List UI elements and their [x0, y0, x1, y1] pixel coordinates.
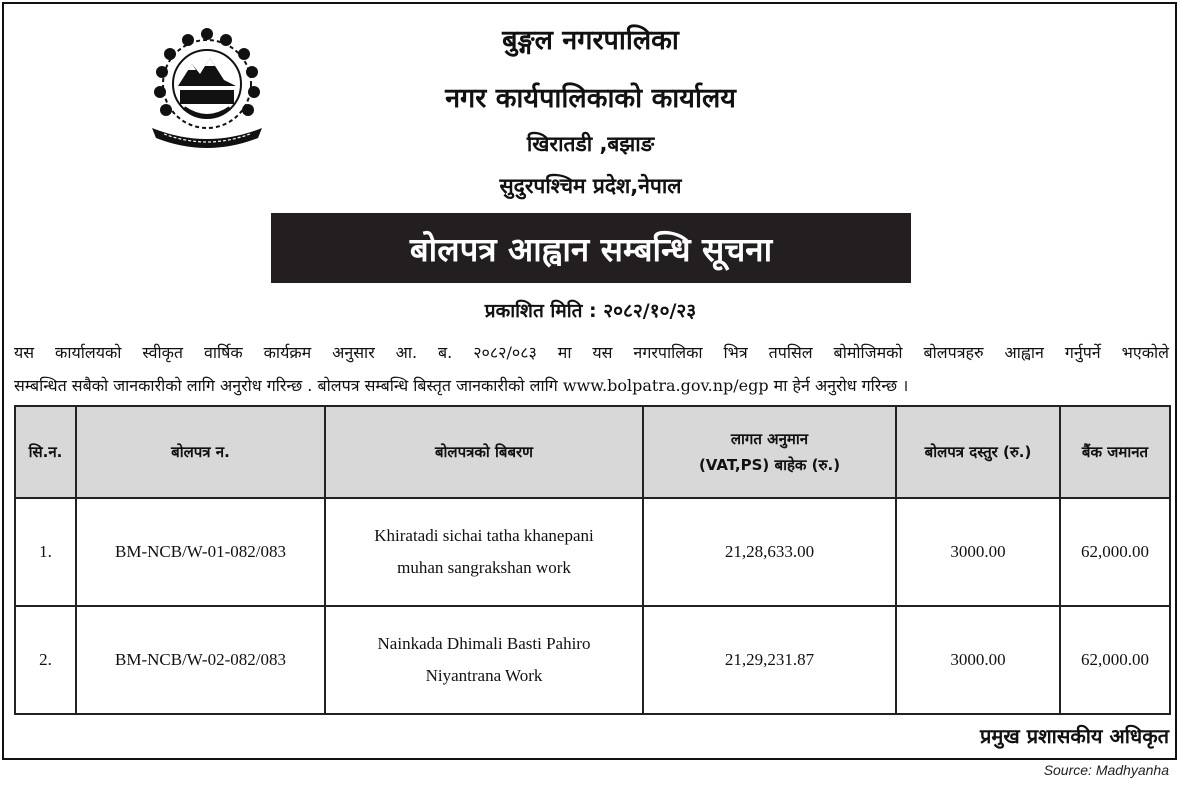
- cell-fee: 3000.00: [896, 498, 1060, 606]
- description-line-2: muhan sangrakshan work: [397, 558, 571, 577]
- cell-guarantee: 62,000.00: [1060, 606, 1170, 714]
- estimate-header-line-2: (VAT,PS) बाहेक (रु.): [698, 456, 841, 474]
- municipality-name: बुङ्गल नगरपालिका: [502, 25, 679, 56]
- cell-description: [325, 606, 643, 714]
- province-name: सुदुरपश्चिम प्रदेश,नेपाल: [499, 174, 682, 198]
- description-line-1: Nainkada Dhimali Basti Pahiro: [377, 634, 591, 653]
- cell-estimate: 21,28,633.00: [643, 498, 896, 606]
- description-line-2: Niyantrana Work: [425, 666, 543, 685]
- cell-estimate: 21,29,231.87: [643, 606, 896, 714]
- office-address: खिरातडी ,बझाङ: [526, 132, 655, 156]
- cell-description: [325, 498, 643, 606]
- estimate-header-line-1: लागत अनुमान: [730, 430, 809, 448]
- published-date: प्रकाशित मिति : २०८२/१०/२३: [484, 300, 697, 322]
- table-header-row: [15, 406, 1170, 498]
- table-row: [15, 606, 1170, 714]
- signing-authority: प्रमुख प्रशासकीय अधिकृत: [980, 724, 1169, 748]
- column-header-sn: सि.न.: [15, 406, 76, 498]
- column-header-estimate: [643, 406, 896, 498]
- column-header-description: बोलपत्रको बिबरण: [325, 406, 643, 498]
- tender-table: [14, 405, 1171, 715]
- notice-body-line-2: सम्बन्धित सबैको जानकारीको लागि अनुरोध गरिन्छ . बोलपत्र सम्बन्धि बिस्तृत जानकारीको लागि www.bolpatra.gov.np/egp मा हेर्न अनुरोध गरिन्छ ।: [14, 376, 909, 395]
- column-header-bid-no: बोलपत्र न.: [76, 406, 325, 498]
- column-header-fee: बोलपत्र दस्तुर (रु.): [896, 406, 1060, 498]
- cell-fee: 3000.00: [896, 606, 1060, 714]
- cell-bid-no: BM-NCB/W-01-082/083: [76, 498, 325, 606]
- notice-title: बोलपत्र आह्वान सम्बन्धि सूचना: [271, 213, 911, 283]
- cell-guarantee: 62,000.00: [1060, 498, 1170, 606]
- description-line-1: Khiratadi sichai tatha khanepani: [374, 526, 594, 545]
- cell-bid-no: BM-NCB/W-02-082/083: [76, 606, 325, 714]
- cell-sn: 2.: [15, 606, 76, 714]
- column-header-guarantee: बैंक जमानत: [1060, 406, 1170, 498]
- source-credit: Source: Madhyanha: [1043, 762, 1169, 778]
- table-row: [15, 498, 1170, 606]
- office-name: नगर कार्यपालिकाको कार्यालय: [445, 83, 736, 114]
- cell-sn: 1.: [15, 498, 76, 606]
- notice-body-line-1: यस कार्यालयको स्वीकृत वार्षिक कार्यक्रम अनुसार आ. ब. २०८२/०८३ मा यस नगरपालिका भित्र तपसिल बोमोजिमको बोलपत्रहरु आह्वान गर्नुपर्ने भएकोले: [14, 343, 1169, 362]
